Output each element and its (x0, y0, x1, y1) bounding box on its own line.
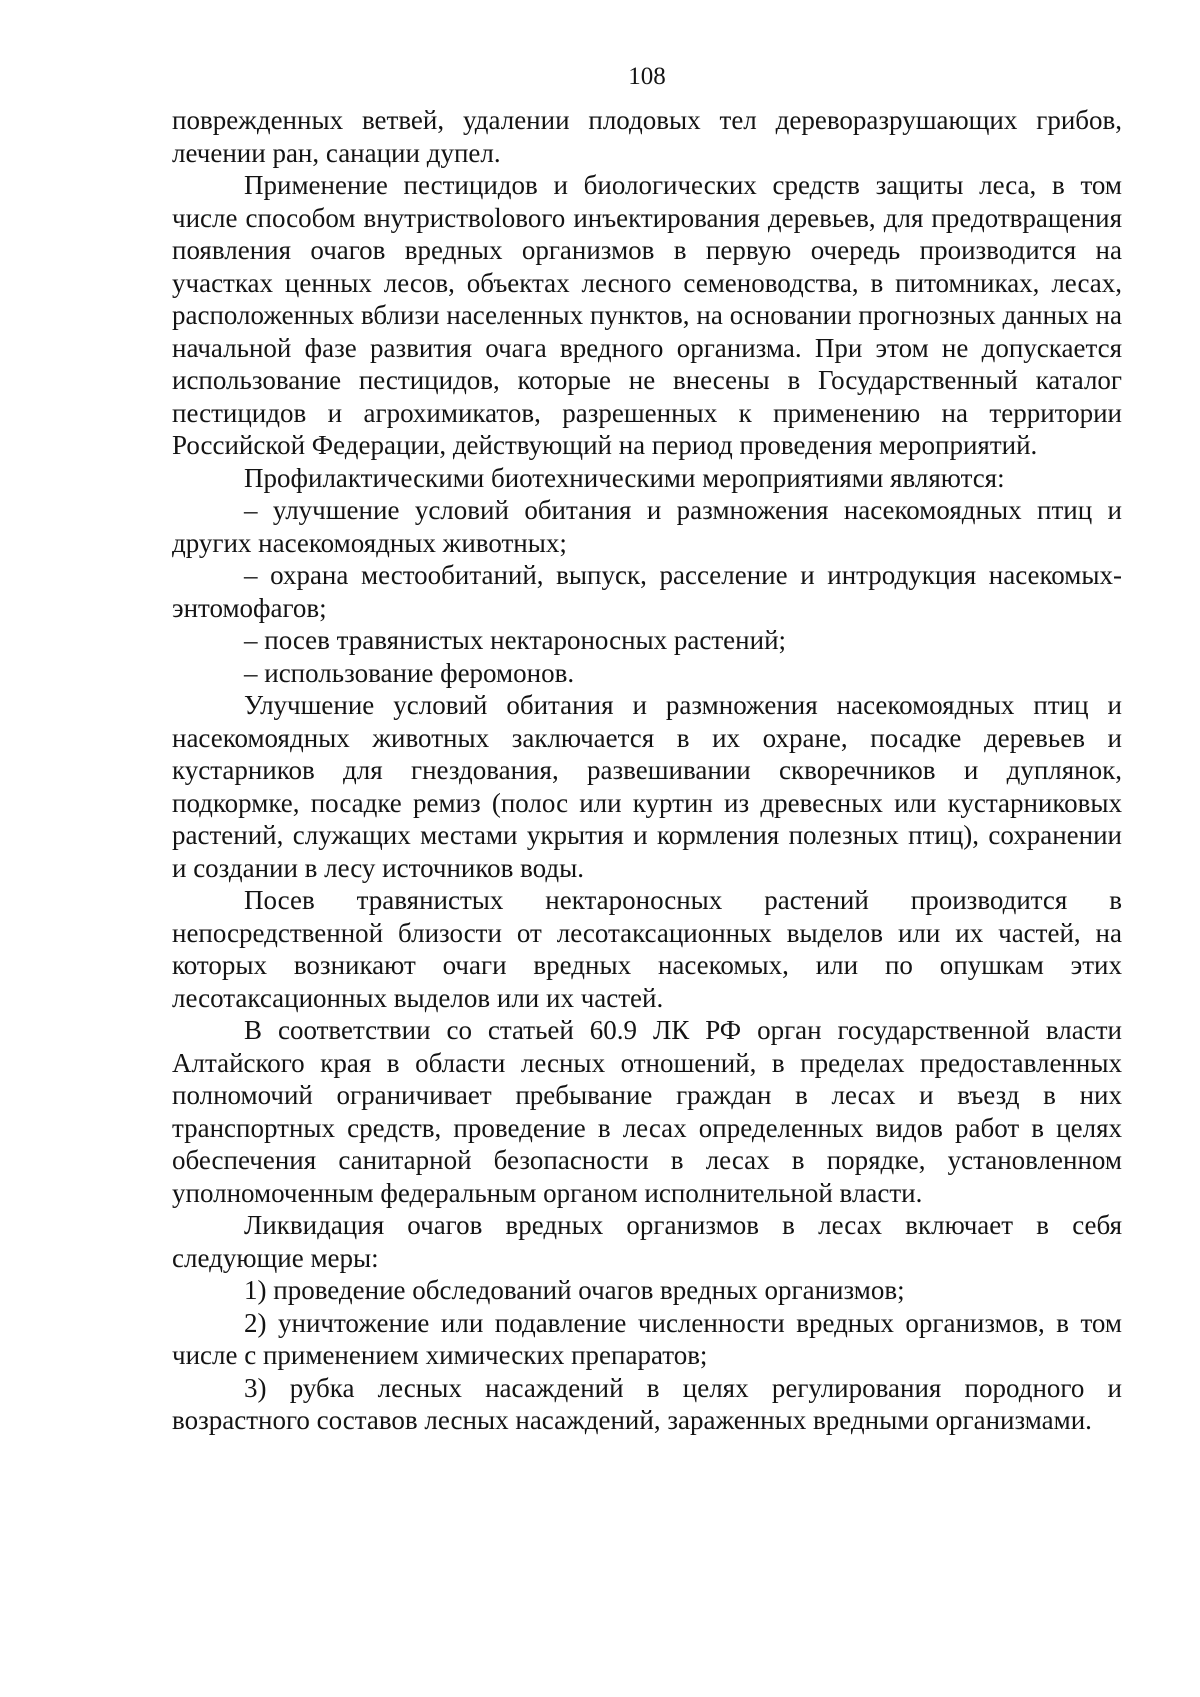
page-number: 108 (628, 63, 666, 90)
paragraph: В соответствии со статьей 60.9 ЛК РФ орган государственной власти Алтайского края в области лесных отношений, в пределах предоставленных полномочий ограничивает пребывание граждан в лесах и въезд в них транспортных средств, проведение в лесах определенных видов работ в целях обеспечения санитарной безопасности в лесах в порядке, установленном уполномоченным федеральным органом исполнительной власти. (172, 1015, 1122, 1208)
paragraph: Ликвидация очагов вредных организмов в лесах включает в себя следующие меры: (172, 1210, 1122, 1273)
document-body (172, 104, 1122, 1437)
list-item: 3) рубка лесных насаждений в целях регулирования породного и возрастного составов лесных насаждений, зараженных вредными организмами. (172, 1372, 1122, 1435)
list-item: 2) уничтожение или подавление численности вредных организмов, в том числе с применением химических препаратов; (172, 1307, 1122, 1370)
list-item: – улучшение условий обитания и размножения насекомоядных птиц и других насекомоядных животных; (172, 495, 1122, 558)
paragraph: Профилактическими биотехническими мероприятиями являются: (244, 462, 1005, 493)
document-page (172, 62, 1122, 1662)
list-item: 1) проведение обследований очагов вредных организмов; (244, 1275, 905, 1305)
list-item: – посев травянистых нектароносных растений; (244, 625, 787, 655)
paragraph: Применение пестицидов и биологических средств защиты леса, в том числе способом внутриствolового инъектирования деревьев, для предотвращения появления очагов вредных организмов в первую очередь производится на участках ценных лесов, объектах лесного семеноводства, в питомниках, лесах, расположенных вблизи населенных пунктов, на основании прогнозных данных на начальной фазе развития очага вредного организма. При этом не допускается использование пестицидов, которые не внесены в Государственный каталог пестицидов и агрохимикатов, разрешенных к применению на территории Российской Федерации, действующий на период проведения мероприятий. (172, 170, 1122, 460)
paragraph: Улучшение условий обитания и размножения насекомоядных птиц и насекомоядных животных заключается в их охране, посадке деревьев и кустарников для гнездования, развешивании скворечников и дуплянок, подкормке, посадке ремиз (полос или куртин из древесных или кустарниковых растений, служащих местами укрытия и кормления полезных птиц), сохранении и создании в лесу источников воды. (172, 690, 1122, 883)
paragraph: Посев травянистых нектароносных растений производится в непосредственной близости от лесотаксационных выделов или их частей, на которых возникают очаги вредных насекомых, или по опушкам этих лесотаксационных выделов или их частей. (172, 885, 1122, 1013)
paragraph: поврежденных ветвей, удалении плодовых тел дереворазрушающих грибов, лечении ран, санации дупел. (172, 105, 1122, 168)
list-item: – использование феромонов. (244, 657, 575, 688)
list-item: – охрана местообитаний, выпуск, расселение и интродукция насекомых-энтомофагов; (172, 560, 1122, 623)
